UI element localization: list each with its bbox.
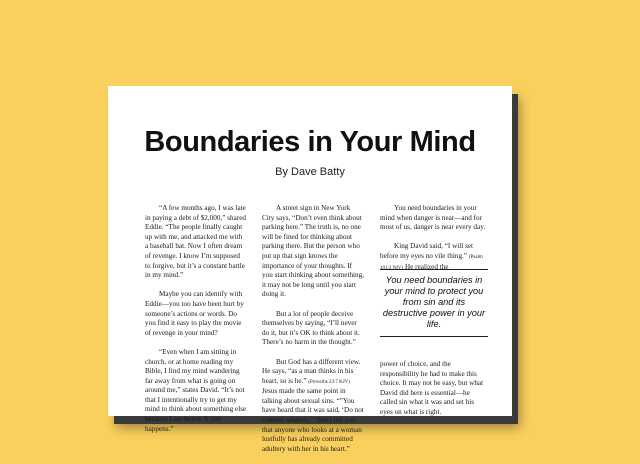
paragraph: power of choice, and the responsibility he had to make this choice. It may not be easy, but what David did here is essential—he called sin what it was and set his eyes on what is right. xyxy=(380,360,484,416)
paragraph: Maybe you can identify with Eddie—you too have been hurt by someone’s actions or words. Do you find it easy to play the movie of revenge in your mind? xyxy=(145,290,244,337)
paragraph-text: King David said, “I will set before my eyes no vile thing.” xyxy=(380,242,474,260)
article-title: Boundaries in Your Mind xyxy=(144,126,476,158)
column-3-continued xyxy=(380,360,488,418)
paragraph: But a lot of people deceive themselves by saying, “I’ll never do it, but it’s OK to think about it. There’s no harm in the thought.” xyxy=(262,309,360,347)
paragraph: “A few months ago, I was late in paying a debt of $2,000,” shared Eddie. “The people finally caught up with me, and attacked me with a baseball bat. Now I often dream of revenge. I know I’m supposed to forgive, but it’s a constant battle in my mind.” xyxy=(145,204,246,280)
pull-quote: You need boundaries in your mind to protect you from sin and its destructive power in your life. xyxy=(380,269,488,337)
column-2 xyxy=(262,204,364,464)
paragraph: A street sign in New York City says, “Don’t even think about parking here.” The truth is, no one will be fined for thinking about parking there. But the person who put up that sign knows the importance of your thoughts. If you start thinking about something, it may not be long until you start doing it. xyxy=(262,204,365,299)
paragraph-text: Jesus made the same point in talking about sexual sins. “”You have heard that it was said, ‘Do not commit adultery.’ “But I tell you that anyone who looks at a woman lustfully has already committed adultery with her in his heart.” xyxy=(262,387,364,453)
scripture-citation: (Psalm 101:3 NIV) xyxy=(380,254,483,271)
article-byline: By Dave Batty xyxy=(275,166,345,178)
article-page xyxy=(108,86,512,453)
paragraph: “Even when I am sitting in church, or at home reading my Bible, I find my mind wandering far away from what is going on around me,” states David. “It’s not that I intentionally try to get my mind to think about something else because I am bored. It just happens.” xyxy=(145,347,247,433)
paragraph-text: But God has a different view. He says, “as a man thinks in his heart, so is he.” xyxy=(262,357,361,385)
paragraph xyxy=(262,358,364,455)
paragraph: You need boundaries in your mind when danger is near—and for most of us, danger is near every day. xyxy=(380,204,486,232)
scripture-citation: (Proverbs 23:7 KJV) xyxy=(308,379,350,385)
column-1 xyxy=(145,204,247,444)
paragraph-text: He realized the xyxy=(403,262,449,271)
